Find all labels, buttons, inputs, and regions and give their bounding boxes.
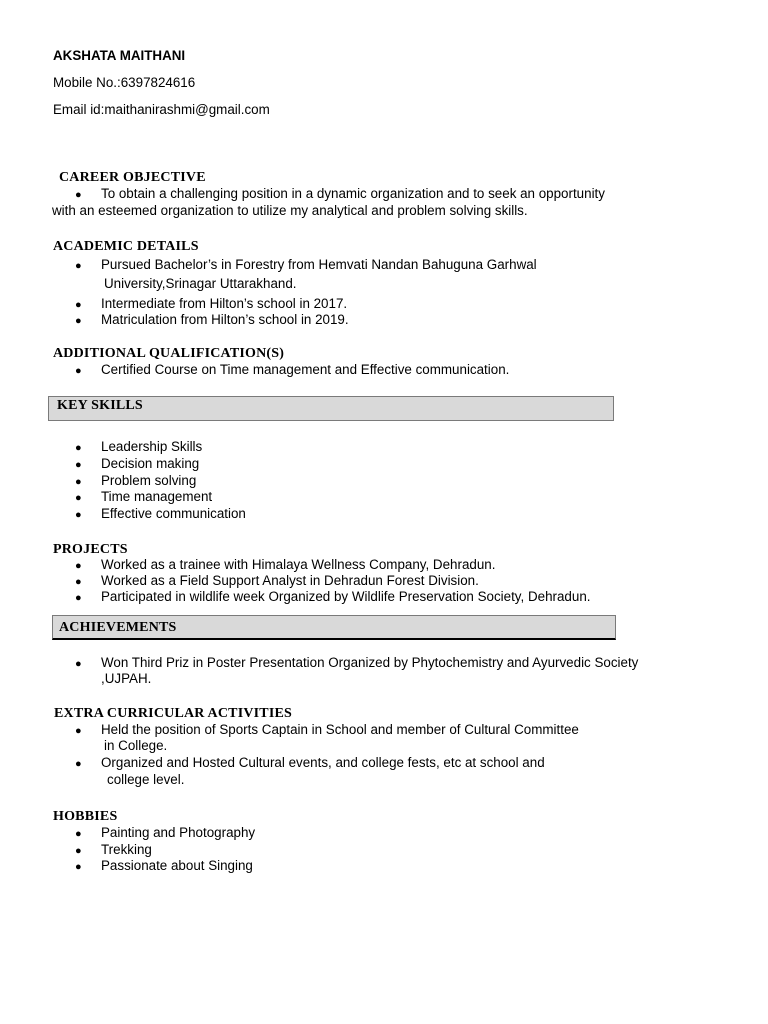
bullet-icon: ● — [75, 459, 82, 471]
extra-curricular-heading: EXTRA CURRICULAR ACTIVITIES — [54, 706, 293, 721]
hobby-item: Passionate about Singing — [101, 858, 253, 873]
bullet-icon: ● — [75, 442, 82, 454]
academic-details-heading: ACADEMIC DETAILS — [53, 239, 199, 254]
academic-item-continued: University,Srinagar Uttarakhand. — [104, 276, 297, 291]
bullet-icon: ● — [75, 260, 82, 272]
hobby-item: Trekking — [101, 842, 152, 857]
bullet-icon: ● — [75, 476, 82, 488]
skill-item: Problem solving — [101, 473, 197, 488]
bullet-icon: ● — [75, 509, 82, 521]
project-item: Worked as a trainee with Himalaya Wellness Company, Dehradun. — [101, 557, 496, 572]
career-objective-line: To obtain a challenging position in a dynamic organization and to seek an opportunity — [101, 186, 605, 201]
bullet-icon: ● — [75, 365, 82, 377]
career-objective-line: with an esteemed organization to utilize my analytical and problem solving skills. — [52, 203, 528, 218]
career-objective-heading: CAREER OBJECTIVE — [59, 170, 206, 185]
key-skills-heading: KEY SKILLS — [57, 398, 143, 413]
bullet-icon: ● — [75, 560, 82, 572]
hobby-item: Painting and Photography — [101, 825, 256, 840]
academic-item: Pursued Bachelor’s in Forestry from Hemvati Nandan Bahuguna Garhwal — [101, 257, 537, 272]
bullet-icon: ● — [75, 576, 82, 588]
skill-item: Decision making — [101, 456, 200, 471]
extra-curricular-item-continued: in College. — [104, 738, 168, 753]
bullet-icon: ● — [75, 299, 82, 311]
projects-heading: PROJECTS — [53, 542, 128, 557]
additional-qualification-item: Certified Course on Time management and Effective communication. — [101, 362, 510, 377]
extra-curricular-item-continued: college level. — [107, 772, 185, 787]
bullet-icon: ● — [75, 658, 82, 670]
mobile-number: Mobile No.:6397824616 — [53, 75, 196, 90]
achievement-line: Won Third Priz in Poster Presentation Organized by Phytochemistry and Ayurvedic Society — [101, 655, 639, 670]
extra-curricular-item: Held the position of Sports Captain in School and member of Cultural Committee — [101, 722, 579, 737]
bullet-icon: ● — [75, 758, 82, 770]
email-address: Email id:maithanirashmi@gmail.com — [53, 102, 270, 117]
achievement-line: ,UJPAH. — [101, 671, 152, 686]
bullet-icon: ● — [75, 828, 82, 840]
academic-item: Matriculation from Hilton’s school in 2019. — [101, 312, 349, 327]
bullet-icon: ● — [75, 845, 82, 857]
bullet-icon: ● — [75, 592, 82, 604]
bullet-icon: ● — [75, 725, 82, 737]
bullet-icon: ● — [75, 315, 82, 327]
resume-name: AKSHATA MAITHANI — [53, 48, 186, 63]
project-item: Worked as a Field Support Analyst in Dehradun Forest Division. — [101, 573, 479, 588]
hobbies-heading: HOBBIES — [53, 809, 118, 824]
skill-item: Leadership Skills — [101, 439, 203, 454]
additional-qualification-heading: ADDITIONAL QUALIFICATION(S) — [53, 346, 285, 361]
extra-curricular-item: Organized and Hosted Cultural events, and college fests, etc at school and — [101, 755, 545, 770]
skill-item: Time management — [101, 489, 213, 504]
bullet-icon: ● — [75, 492, 82, 504]
bullet-icon: ● — [75, 861, 82, 873]
academic-item: Intermediate from Hilton’s school in 2017. — [101, 296, 348, 311]
skill-item: Effective communication — [101, 506, 246, 521]
bullet-icon: ● — [75, 189, 82, 201]
achievements-heading: ACHIEVEMENTS — [59, 620, 177, 635]
project-item: Participated in wildlife week Organized by Wildlife Preservation Society, Dehradun. — [101, 589, 591, 604]
